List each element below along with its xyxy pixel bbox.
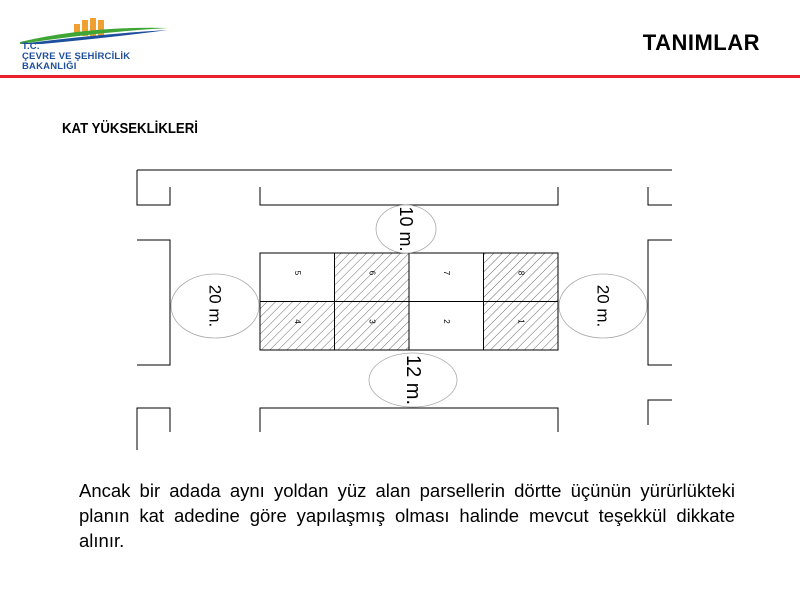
road-width-left: 20 m. xyxy=(205,284,225,328)
parcel-number-8: 8 xyxy=(516,270,526,276)
parcel-6 xyxy=(335,253,410,302)
road-width-right: 20 m. xyxy=(593,284,613,328)
parcel-number-3: 3 xyxy=(367,319,377,324)
parcel-number-6: 6 xyxy=(367,270,377,276)
road-width-bottom: 12 m. xyxy=(402,354,424,406)
parcel-number-5: 5 xyxy=(292,270,302,276)
parcel-2 xyxy=(409,302,484,351)
block-bottom-left xyxy=(137,408,170,450)
parcel-4 xyxy=(260,302,335,351)
road-label-right xyxy=(559,274,647,338)
parcel-number-7: 7 xyxy=(441,270,451,276)
logo-line-ministry: BAKANLIĞI xyxy=(22,61,77,72)
section-heading: KAT YÜKSEKLİKLERİ xyxy=(62,120,198,137)
description-text: Ancak bir adada aynı yoldan yüz alan parsellerin dörtte üçünün yürürlükteki planın kat adedine göre yapılaşmış olması halinde mevcut teşekkül dikkate alınır. xyxy=(79,480,735,551)
block-right-middle xyxy=(648,240,672,365)
parcel-5 xyxy=(260,253,335,302)
page-title: TANIMLAR xyxy=(642,30,760,55)
block-top-left xyxy=(137,170,170,205)
parcel-3 xyxy=(335,302,410,351)
block-top-right xyxy=(648,187,672,205)
logo-line-tc: T.C. xyxy=(22,41,40,52)
parcel-number-2: 2 xyxy=(441,319,451,324)
parcel-grid xyxy=(260,253,558,350)
road-label-left xyxy=(171,274,259,338)
road-width-top: 10 m. xyxy=(396,206,416,252)
block-bottom-right xyxy=(648,400,672,425)
block-top-middle xyxy=(260,187,558,205)
logo-line-ministry-name: ÇEVRE VE ŞEHİRCİLİK xyxy=(22,51,131,62)
parcel-number-4: 4 xyxy=(292,319,302,324)
block-left-middle xyxy=(137,240,170,365)
parcel-number-1: 1 xyxy=(516,319,526,324)
road-label-bottom xyxy=(369,353,457,407)
block-bottom-middle xyxy=(260,408,558,432)
road-label-top xyxy=(376,205,436,253)
parcel-1 xyxy=(484,302,559,351)
parcel-8 xyxy=(484,253,559,302)
parcel-7 xyxy=(409,253,484,302)
